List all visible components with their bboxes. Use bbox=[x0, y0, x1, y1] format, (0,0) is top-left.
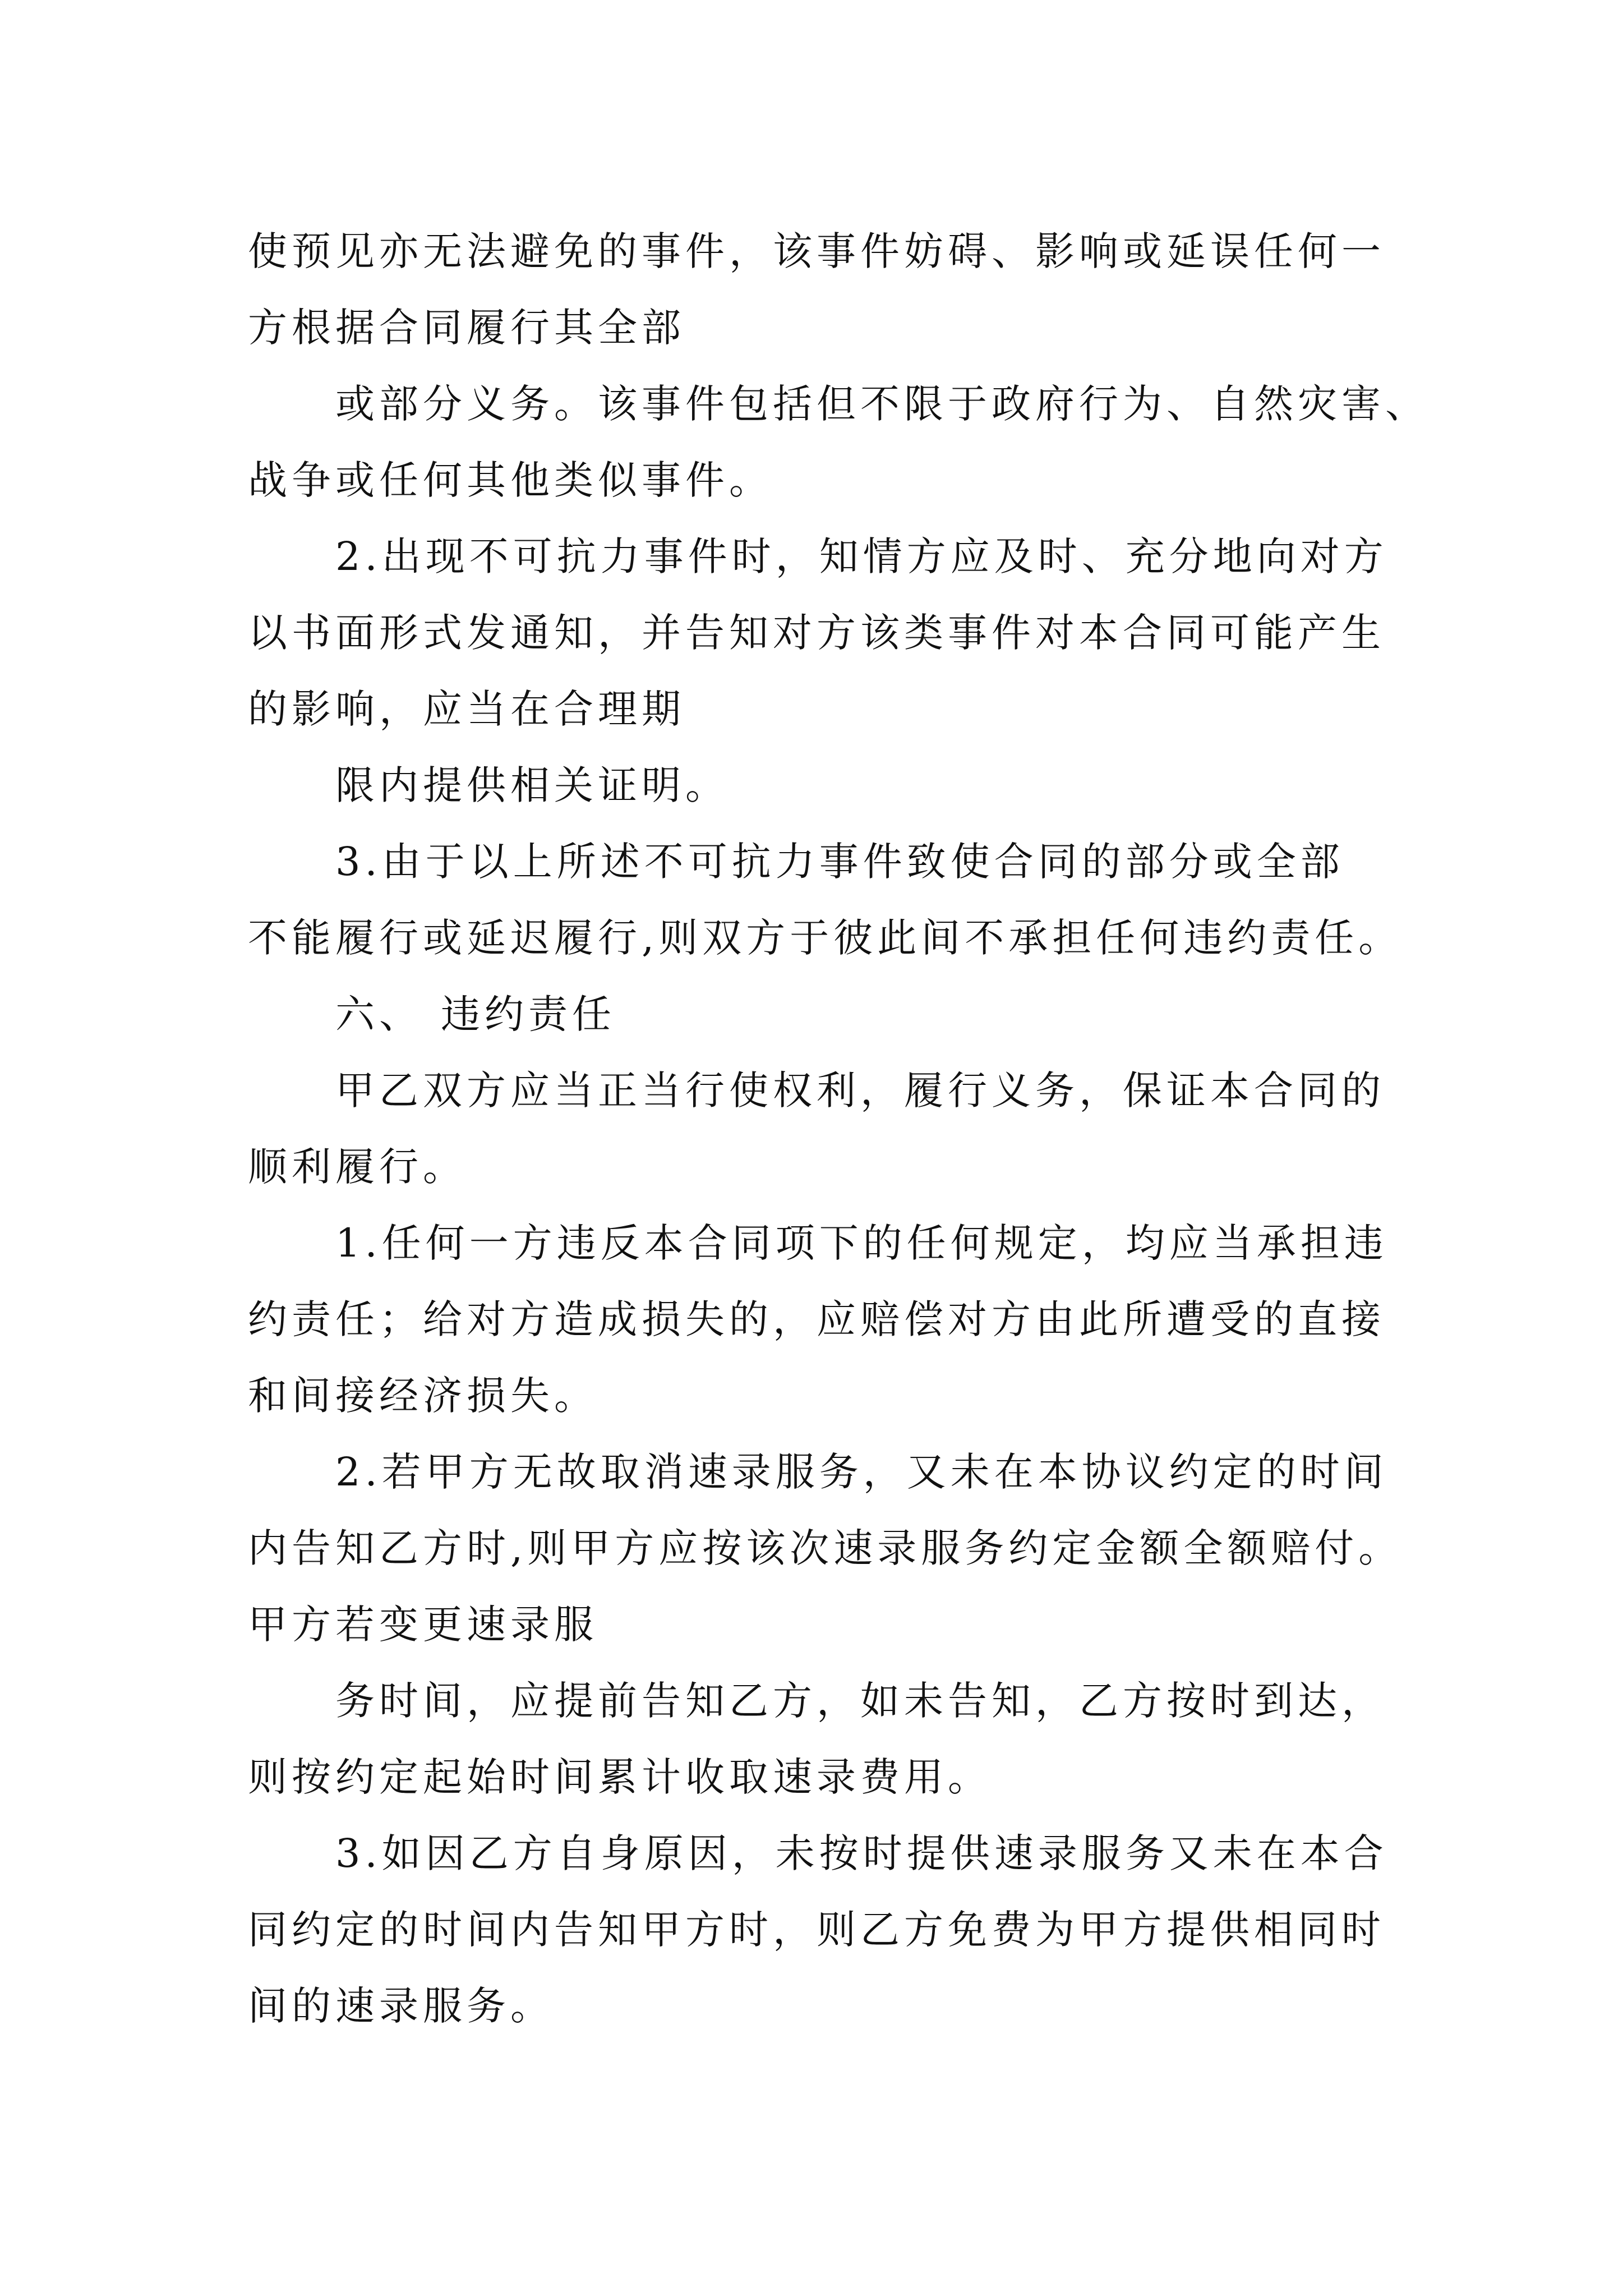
text-line: 3.由于以上所述不可抗力事件致使合同的部分或全部 bbox=[335, 839, 1344, 885]
text-line: 同约定的时间内告知甲方时，则乙方免费为甲方提供相同时 bbox=[248, 1907, 1385, 1953]
text-line: 3.如因乙方自身原因，未按时提供速录服务又未在本合 bbox=[335, 1830, 1388, 1876]
text-line: 内告知乙方时,则甲方应按该次速录服务约定金额全额赔付。 bbox=[248, 1525, 1403, 1571]
text-line: 甲乙双方应当正当行使权利，履行义务，保证本合同的 bbox=[335, 1068, 1385, 1114]
text-line: 或部分义务。该事件包括但不限于政府行为、自然灾害、 bbox=[335, 381, 1429, 427]
section-heading bbox=[248, 976, 1386, 1052]
text-line: 和间接经济损失。 bbox=[248, 1373, 598, 1419]
text-line: 2.出现不可抗力事件时，知情方应及时、充分地向对方 bbox=[335, 533, 1388, 579]
section-heading-number: 六、 bbox=[335, 991, 423, 1037]
text-line: 不能履行或延迟履行,则双方于彼此间不承担任何违约责任。 bbox=[248, 915, 1403, 961]
text-line: 限内提供相关证明。 bbox=[335, 762, 729, 808]
text-line: 战争或任何其他类似事件。 bbox=[248, 457, 773, 503]
text-line: 约责任；给对方造成损失的，应赔偿对方由此所遭受的直接 bbox=[248, 1296, 1385, 1342]
text-line: 方根据合同履行其全部 bbox=[248, 305, 685, 351]
text-line: 以书面形式发通知，并告知对方该类事件对本合同可能产生 bbox=[248, 610, 1385, 656]
text-line: 甲方若变更速录服 bbox=[248, 1602, 598, 1648]
text-line: 顺利履行。 bbox=[248, 1144, 467, 1190]
text-line: 的影响，应当在合理期 bbox=[248, 686, 685, 732]
text-line: 间的速录服务。 bbox=[248, 1983, 554, 2029]
section-heading-title: 违约责任 bbox=[441, 991, 616, 1037]
text-line: 使预见亦无法避免的事件，该事件妨碍、影响或延误任何一 bbox=[248, 228, 1385, 274]
text-line: 则按约定起始时间累计收取速录费用。 bbox=[248, 1754, 992, 1800]
document-body bbox=[248, 213, 1429, 2044]
text-line: 1.任何一方违反本合同项下的任何规定，均应当承担违 bbox=[335, 1220, 1388, 1266]
text-line: 2.若甲方无故取消速录服务，又未在本协议约定的时间 bbox=[335, 1449, 1388, 1495]
text-line: 务时间，应提前告知乙方，如未告知，乙方按时到达， bbox=[335, 1678, 1385, 1724]
